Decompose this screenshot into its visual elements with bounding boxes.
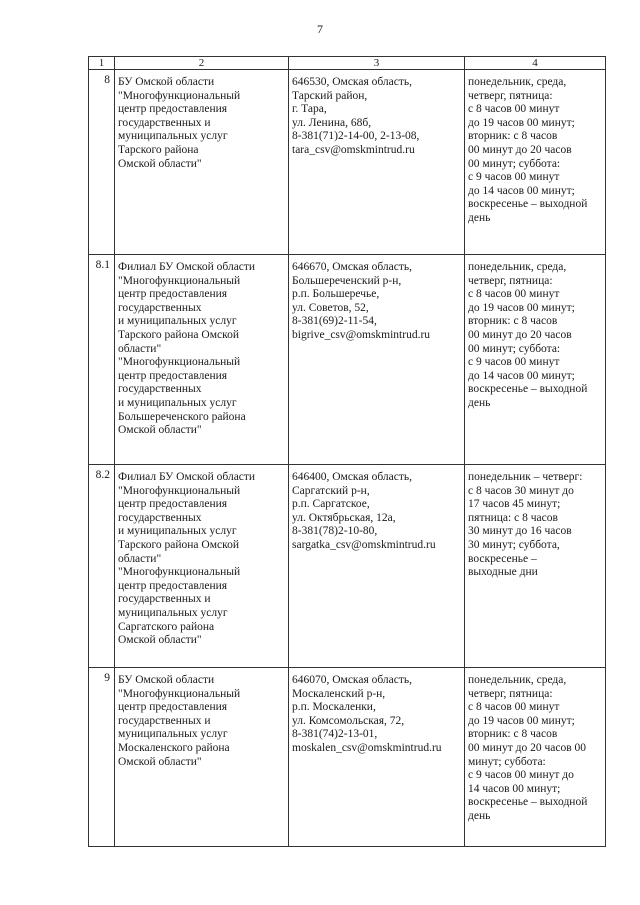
hours-line: день [468, 211, 491, 224]
hours-line: четверг, пятница: [468, 89, 553, 102]
hours-line: с 8 часов 00 минут [468, 288, 560, 301]
organization-line: Тарского района Омской [118, 328, 239, 341]
hours-line: с 8 часов 00 минут [468, 103, 560, 116]
hours-line: четверг, пятница: [468, 274, 553, 287]
organization-line: Большереченского района [118, 410, 246, 423]
hours-line: воскресенье – выходной [468, 198, 588, 211]
row-number: 8 [89, 70, 115, 255]
address-line: 646670, Омская область, [292, 261, 413, 273]
address-line: Саргатский р-н, [292, 484, 370, 497]
organization-line: Омской области" [118, 755, 202, 768]
hours-cell [465, 70, 606, 255]
organization-line: центр предоставления [118, 369, 228, 382]
table-row [89, 255, 606, 465]
address-line: 646400, Омская область, [292, 471, 413, 483]
organization-line: государственных и [118, 116, 211, 129]
hours-line: с 9 часов 00 минут [468, 171, 560, 184]
organization-line: БУ Омской области [118, 76, 215, 88]
address-line: г. Тара, [292, 103, 327, 116]
organization-line: центр предоставления [118, 103, 228, 116]
hours-cell [465, 668, 606, 847]
hours-line: с 9 часов 00 минут [468, 356, 560, 369]
organization-line: государственных и [118, 593, 211, 606]
organization-line: государственных [118, 511, 202, 524]
hours-line: день [468, 396, 491, 409]
organization-line: центр предоставления [118, 579, 228, 592]
hours-line: 30 минут; суббота, [468, 538, 560, 551]
hours-line: четверг, пятница: [468, 687, 553, 700]
hours-line: выходные дни [468, 566, 538, 579]
hours-line: пятница: с 8 часов [468, 511, 558, 524]
organization-line: и муниципальных услуг [118, 525, 237, 538]
hours-line: понедельник, среда, [468, 674, 567, 686]
organization-cell [115, 70, 289, 255]
organization-cell [115, 465, 289, 668]
address-line: moskalen_csv@omskmintrud.ru [292, 741, 442, 754]
organization-line: Филиал БУ Омской области [118, 261, 256, 273]
address-line: ул. Октябрьская, 12а, [292, 511, 396, 524]
page-number: 7 [317, 22, 323, 36]
organization-line: "Многофункциональный [118, 687, 241, 700]
organization-line: государственных [118, 301, 202, 314]
address-line: 646070, Омская область, [292, 674, 413, 686]
hours-line: 30 минут до 16 часов [468, 525, 572, 538]
address-line: 646530, Омская область, [292, 76, 413, 88]
organization-line: Омской области" [118, 157, 202, 170]
hours-line: понедельник, среда, [468, 261, 567, 273]
table-row [89, 668, 606, 847]
hours-line: 00 минут до 20 часов [468, 328, 572, 341]
address-line: р.п. Саргатское, [292, 498, 370, 511]
organization-line: Омской области" [118, 424, 202, 437]
organization-line: Омской области" [118, 634, 202, 647]
header-cell-3: 3 [289, 57, 465, 70]
address-line: 8-381(69)2-11-54, [292, 315, 377, 328]
organization-line: Филиал БУ Омской области [118, 471, 256, 483]
hours-line: до 19 часов 00 минут; [468, 714, 575, 727]
hours-cell [465, 465, 606, 668]
organization-line: государственных [118, 383, 202, 396]
hours-line: воскресенье – выходной [468, 796, 588, 809]
address-line: р.п. Москаленки, [292, 701, 376, 714]
hours-line: с 8 часов 30 минут до [468, 484, 574, 497]
hours-line: 00 минут до 20 часов [468, 143, 572, 156]
address-line: 8-381(71)2-14-00, 2-13-08, [292, 130, 420, 143]
organization-line: "Многофункциональный [118, 566, 241, 579]
hours-line: с 9 часов 00 минут до [468, 769, 574, 782]
address-cell [289, 70, 465, 255]
organization-line: муниципальных услуг [118, 728, 228, 741]
address-line: 8-381(78)2-10-80, [292, 525, 378, 538]
table-row [89, 70, 606, 255]
hours-line: с 8 часов 00 минут [468, 701, 560, 714]
organization-line: и муниципальных услуг [118, 396, 237, 409]
organization-line: и муниципальных услуг [118, 315, 237, 328]
hours-line: до 19 часов 00 минут; [468, 116, 575, 129]
address-line: tara_csv@omskmintrud.ru [292, 143, 415, 156]
hours-line: 00 минут; суббота: [468, 157, 561, 170]
organization-line: БУ Омской области [118, 674, 215, 686]
organization-line: Саргатского района [118, 620, 215, 633]
address-cell [289, 668, 465, 847]
organization-line: муниципальных услуг [118, 606, 228, 619]
address-line: 8-381(74)2-13-01, [292, 728, 378, 741]
header-cell-2: 2 [115, 57, 289, 70]
hours-cell [465, 255, 606, 465]
address-line: ул. Комсомольская, 72, [292, 714, 405, 727]
address-cell [289, 465, 465, 668]
table-row [89, 465, 606, 668]
address-line: ул. Советов, 52, [292, 301, 369, 314]
address-cell [289, 255, 465, 465]
address-line: ул. Ленина, 68б, [292, 116, 372, 129]
organization-line: Москаленского района [118, 741, 230, 754]
hours-line: до 14 часов 00 минут; [468, 184, 575, 197]
hours-line: вторник: с 8 часов [468, 728, 558, 741]
organization-line: муниципальных услуг [118, 130, 228, 143]
address-line: Москаленский р-н, [292, 687, 386, 700]
hours-line: вторник: с 8 часов [468, 315, 558, 328]
hours-line: минут; суббота: [468, 755, 546, 768]
address-line: р.п. Большеречье, [292, 288, 380, 301]
header-cell-4: 4 [465, 57, 606, 70]
row-number: 8.2 [89, 465, 115, 668]
hours-line: до 19 часов 00 минут; [468, 301, 575, 314]
hours-line: до 14 часов 00 минут; [468, 369, 575, 382]
row-number: 9 [89, 668, 115, 847]
organization-line: центр предоставления [118, 701, 228, 714]
address-line: bigrive_csv@omskmintrud.ru [292, 328, 431, 341]
header-row [89, 57, 606, 70]
header-cell-1: 1 [89, 57, 115, 70]
hours-line: понедельник, среда, [468, 76, 567, 88]
organization-line: "Многофункциональный [118, 356, 241, 369]
hours-line: воскресенье – выходной [468, 383, 588, 396]
hours-line: день [468, 809, 491, 822]
organization-line: Тарского района Омской [118, 538, 239, 551]
address-line: Большереченский р-н, [292, 274, 402, 287]
hours-line: 17 часов 45 минут; [468, 498, 561, 511]
hours-line: 00 минут; суббота: [468, 342, 561, 355]
row-number: 8.1 [89, 255, 115, 465]
hours-line: воскресенье – [468, 552, 537, 565]
organization-line: Тарского района [118, 143, 199, 156]
hours-line: 00 минут до 20 часов 00 [468, 741, 587, 754]
organization-line: центр предоставления [118, 498, 228, 511]
organization-line: области" [118, 552, 162, 565]
organization-cell [115, 668, 289, 847]
organization-line: "Многофункциональный [118, 89, 241, 102]
organization-line: государственных и [118, 714, 211, 727]
address-line: Тарский район, [292, 89, 368, 102]
organization-cell [115, 255, 289, 465]
hours-line: 14 часов 00 минут; [468, 782, 561, 795]
hours-line: вторник: с 8 часов [468, 130, 558, 143]
offices-table [88, 56, 606, 847]
organization-line: "Многофункциональный [118, 274, 241, 287]
organization-line: области" [118, 342, 162, 355]
hours-line: понедельник – четверг: [468, 471, 583, 483]
organization-line: центр предоставления [118, 288, 228, 301]
organization-line: "Многофункциональный [118, 484, 241, 497]
address-line: sargatka_csv@omskmintrud.ru [292, 538, 436, 551]
